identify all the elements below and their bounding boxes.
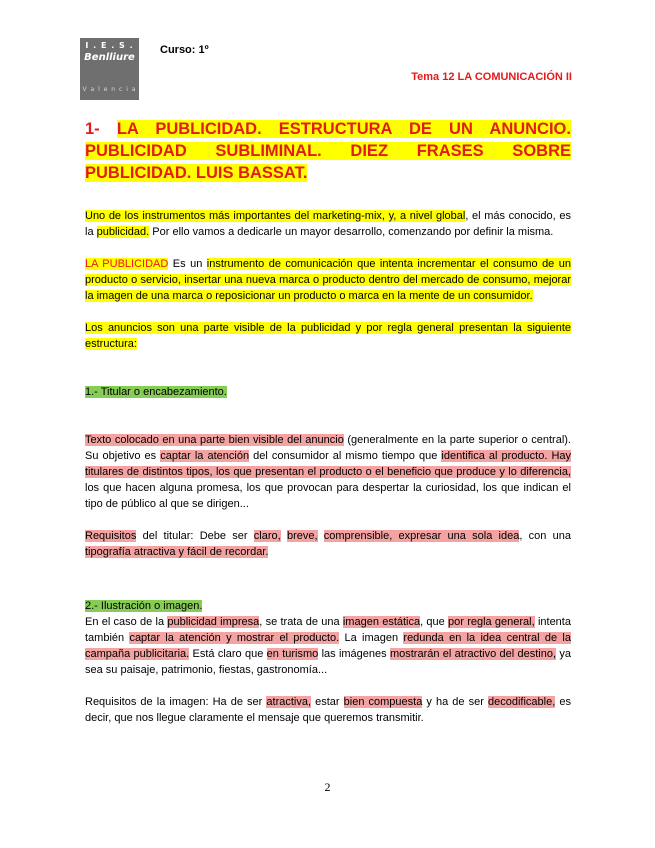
page-number: 2	[324, 780, 331, 794]
structure-intro	[85, 320, 571, 352]
s1p2-f	[318, 530, 324, 542]
s2p1-c: , se trata de una	[259, 616, 343, 628]
definition-text: Es un	[168, 258, 207, 270]
s2p1-g: intenta también	[85, 616, 571, 644]
s2p2-c: estar	[311, 696, 344, 708]
s2p1-f: por regla general,	[448, 616, 535, 628]
s1p1-d: del consumidor al mismo tiempo que	[249, 450, 442, 462]
s2p2-a: Requisitos de la imagen: Ha de ser	[85, 696, 267, 708]
s2p1-d: imagen estática	[342, 616, 421, 628]
s2p2-f: decodificable,	[487, 696, 556, 708]
document-title	[85, 118, 571, 184]
section-2-heading	[85, 598, 571, 614]
s2p1-j: redunda en la idea central de la campaña publicitaria.	[85, 632, 571, 660]
s1p2-h: , con una	[519, 530, 571, 542]
s2p2-d: bien compuesta	[343, 696, 423, 708]
definition-term: LA PUBLICIDAD	[85, 258, 169, 270]
s2p1-k: Está claro que	[189, 648, 267, 660]
logo-line-3: V a l e n c i a	[82, 86, 137, 93]
s1p2-i: tipografía atractiva y fácil de recordar.	[85, 546, 269, 558]
s2p1-h: captar la atención y mostrar el producto.	[129, 632, 340, 644]
s1p1-e: identifica al producto. Hay titulares de distintos tipos, los que presentan el producto o el beneficio que produce y lo diferencia,	[85, 450, 572, 478]
definition-highlight: instrumento de comunicación que intenta incrementar el consumo de un producto o servicio, insertar una nueva marca o producto dentro del mercado de consumo, mejorar la imagen de una marca o reposicionar un producto o marca en la mente de un consumidor.	[85, 258, 571, 302]
s1p2-b: del titular: Debe ser	[136, 530, 254, 542]
logo-line-2: Benlliure	[84, 52, 135, 63]
s2p1-a: En el caso de la	[85, 616, 168, 628]
s1p2-a: Requisitos	[85, 530, 137, 542]
s1p2-e: breve,	[286, 530, 318, 542]
logo-line-1: I . E . S .	[85, 41, 134, 50]
school-logo	[80, 38, 139, 100]
s1p2-c: claro,	[253, 530, 281, 542]
section-1-heading	[85, 384, 571, 400]
intro-paragraph	[85, 208, 571, 240]
title-text: LA PUBLICIDAD. ESTRUCTURA DE UN ANUNCIO. PUBLICIDAD SUBLIMINAL. DIEZ FRASES SOBRE PUBLICIDAD. LUIS BASSAT.	[85, 120, 571, 182]
s2p1-b: publicidad impresa	[167, 616, 260, 628]
s2p1-l: en turismo	[266, 648, 319, 660]
document-body	[85, 118, 571, 726]
s1p1-a: Texto colocado en una parte bien visible del anuncio	[85, 434, 344, 446]
s2p1-n: mostrarán el atractivo del destino,	[389, 648, 557, 660]
section-1-paragraph-2	[85, 528, 571, 560]
intro-highlight: Uno de los instrumentos más importantes del marketing-mix, y, a nivel global	[85, 210, 466, 222]
s2p2-g: es decir, que nos llegue claramente el mensaje que queremos transmitir.	[85, 696, 571, 724]
course-label: Curso: 1º	[160, 44, 209, 56]
s2p1-m: las imágenes	[318, 648, 390, 660]
s2p1-i: La imagen	[339, 632, 404, 644]
section-1-paragraph-1	[85, 432, 571, 512]
intro-text-2: Por ello vamos a dedicarle un mayor desarrollo, comenzando por definir la misma.	[149, 226, 554, 238]
s1p1-f: los que hacen alguna promesa, los que provocan para despertar la curiosidad, los que indican el tipo de público al que se dirigen...	[85, 482, 571, 510]
definition-paragraph	[85, 256, 571, 304]
intro-text: , el más conocido, es la	[85, 210, 571, 238]
s2p1-e: , que	[420, 616, 449, 628]
title-number: 1-	[85, 120, 117, 138]
intro-word: publicidad.	[96, 226, 150, 238]
s2p1-o: ya sea su paisaje, patrimonio, fiestas, gastronomía...	[85, 648, 571, 676]
section-2-heading-text: 2.- Ilustración o imagen.	[85, 600, 203, 612]
s2p2-b: atractiva,	[266, 696, 312, 708]
s2p2-e: y ha de ser	[422, 696, 488, 708]
s1p1-b: (generalmente en la parte superior o central). Su objetivo es	[85, 434, 571, 462]
topic-label: Tema 12 LA COMUNICACIÓN II	[411, 71, 572, 83]
s1p2-g: comprensible, expresar una sola idea	[323, 530, 520, 542]
section-1-heading-text: 1.- Titular o encabezamiento.	[85, 386, 227, 398]
section-2-paragraph-1	[85, 614, 571, 678]
s1p1-c: captar la atención	[160, 450, 250, 462]
structure-intro-text: Los anuncios son una parte visible de la publicidad y por regla general presentan la siguiente estructura:	[85, 322, 571, 350]
section-2-paragraph-2	[85, 694, 571, 726]
